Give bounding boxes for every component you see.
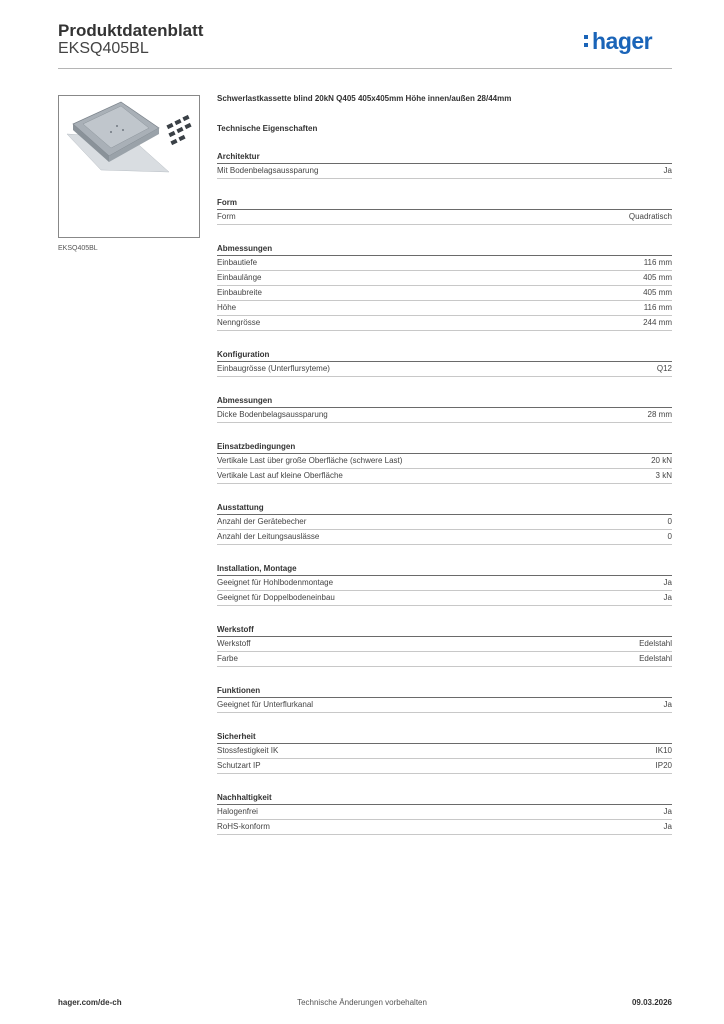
spec-group: [217, 562, 672, 606]
spec-label: Anzahl der Gerätebecher: [217, 517, 307, 526]
spec-value: Ja: [663, 700, 672, 709]
spec-value: Ja: [663, 822, 672, 831]
spec-label: RoHS-konform: [217, 822, 270, 831]
spec-value: Ja: [663, 593, 672, 602]
document-title: Produktdatenblatt: [58, 21, 204, 40]
spec-row: [217, 591, 672, 606]
spec-row: [217, 362, 672, 377]
spec-label: Werkstoff: [217, 639, 251, 648]
spec-label: Halogenfrei: [217, 807, 258, 816]
spec-group-title: Funktionen: [217, 684, 672, 698]
spec-group: [217, 394, 672, 423]
spec-row: [217, 515, 672, 530]
spec-group-title: Abmessungen: [217, 394, 672, 408]
spec-label: Nenngrösse: [217, 318, 261, 327]
spec-value: Ja: [663, 807, 672, 816]
spec-value: Ja: [663, 166, 672, 175]
spec-row: [217, 820, 672, 835]
spec-group: [217, 684, 672, 713]
footer-website-link[interactable]: hager.com/de-ch: [58, 998, 122, 1007]
spec-row: [217, 210, 672, 225]
spec-group-title: Installation, Montage: [217, 562, 672, 576]
spec-value: 28 mm: [647, 410, 672, 419]
spec-label: Anzahl der Leitungsauslässe: [217, 532, 320, 541]
spec-label: Einbaulänge: [217, 273, 262, 282]
spec-label: Geeignet für Unterflurkanal: [217, 700, 314, 709]
spec-group: [217, 150, 672, 179]
spec-row: [217, 637, 672, 652]
spec-value: IK10: [655, 746, 672, 755]
spec-row: [217, 469, 672, 484]
spec-group-title: Nachhaltigkeit: [217, 791, 672, 805]
product-description: Schwerlastkassette blind 20kN Q405 405x405mm Höhe innen/außen 28/44mm: [217, 94, 512, 103]
spec-group: [217, 501, 672, 545]
spec-group-title: Werkstoff: [217, 623, 672, 637]
spec-label: Dicke Bodenbelagsaussparung: [217, 410, 328, 419]
spec-groups: [217, 150, 672, 835]
specs-area: [217, 94, 672, 852]
spec-label: Höhe: [217, 303, 237, 312]
spec-value: 116 mm: [643, 258, 672, 267]
spec-group-title: Architektur: [217, 150, 672, 164]
spec-row: [217, 744, 672, 759]
spec-value: 405 mm: [643, 273, 672, 282]
spec-value: Edelstahl: [639, 654, 672, 663]
product-image: [58, 95, 200, 238]
spec-value: 405 mm: [643, 288, 672, 297]
product-code: EKSQ405BL: [58, 40, 149, 57]
spec-group: [217, 730, 672, 774]
spec-row: [217, 652, 672, 667]
spec-group-title: Sicherheit: [217, 730, 672, 744]
spec-group-title: Abmessungen: [217, 242, 672, 256]
spec-value: Q12: [656, 364, 672, 373]
spec-row: [217, 805, 672, 820]
spec-row: [217, 698, 672, 713]
spec-value: Ja: [663, 578, 672, 587]
spec-value: Edelstahl: [639, 639, 672, 648]
spec-label: Vertikale Last über große Oberfläche (schwere Last): [217, 456, 403, 465]
spec-label: Geeignet für Doppelbodeneinbau: [217, 593, 335, 602]
header-divider: [58, 68, 672, 69]
spec-label: Form: [217, 212, 236, 221]
hager-logo[interactable]: [592, 28, 652, 55]
spec-group: [217, 196, 672, 225]
spec-row: [217, 759, 672, 774]
spec-group-title: Form: [217, 196, 672, 210]
footer-date: 09.03.2026: [631, 998, 672, 1007]
spec-group: [217, 791, 672, 835]
spec-label: Einbautiefe: [217, 258, 258, 267]
product-image-caption: EKSQ405BL: [58, 245, 98, 252]
spec-row: [217, 301, 672, 316]
spec-row: [217, 530, 672, 545]
spec-group-title: Konfiguration: [217, 348, 672, 362]
spec-group: [217, 440, 672, 484]
spec-label: Stossfestigkeit IK: [217, 746, 279, 755]
spec-group-title: Einsatzbedingungen: [217, 440, 672, 454]
spec-row: [217, 408, 672, 423]
spec-label: Farbe: [217, 654, 238, 663]
spec-group: [217, 623, 672, 667]
spec-value: 0: [667, 532, 672, 541]
spec-value: 244 mm: [643, 318, 672, 327]
spec-label: Geeignet für Hohlbodenmontage: [217, 578, 334, 587]
spec-label: Einbaubreite: [217, 288, 262, 297]
spec-group: [217, 242, 672, 331]
spec-value: IP20: [655, 761, 672, 770]
spec-label: Einbaugrösse (Unterflursyteme): [217, 364, 330, 373]
spec-value: 20 kN: [651, 456, 672, 465]
spec-row: [217, 256, 672, 271]
spec-group: [217, 348, 672, 377]
logo-text: hager: [592, 28, 653, 54]
logo-dots-icon: [584, 35, 588, 51]
spec-row: [217, 271, 672, 286]
spec-group-title: Ausstattung: [217, 501, 672, 515]
spec-value: 0: [667, 517, 672, 526]
spec-value: 3 kN: [655, 471, 672, 480]
specs-heading: Technische Eigenschaften: [217, 124, 318, 133]
footer-disclaimer: Technische Änderungen vorbehalten: [297, 998, 427, 1007]
spec-row: [217, 316, 672, 331]
cassette-illustration-icon: [59, 96, 199, 237]
spec-value: Quadratisch: [628, 212, 672, 221]
spec-label: Schutzart IP: [217, 761, 261, 770]
spec-row: [217, 286, 672, 301]
spec-label: Vertikale Last auf kleine Oberfläche: [217, 471, 343, 480]
spec-row: [217, 576, 672, 591]
spec-row: [217, 164, 672, 179]
spec-row: [217, 454, 672, 469]
spec-value: 116 mm: [643, 303, 672, 312]
spec-label: Mit Bodenbelagsaussparung: [217, 166, 319, 175]
